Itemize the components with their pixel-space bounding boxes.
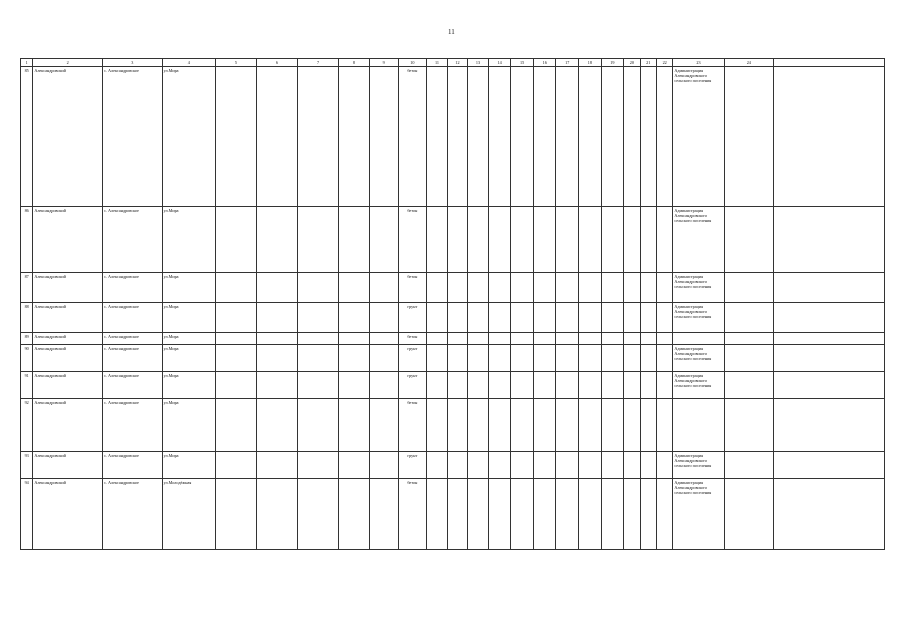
table-cell (427, 479, 448, 550)
table-cell (468, 345, 489, 372)
table-cell (656, 207, 672, 273)
table-cell (556, 67, 579, 207)
table-cell (601, 399, 624, 452)
table-cell (488, 273, 511, 303)
table-cell (468, 399, 489, 452)
column-number-row (21, 59, 885, 67)
table-cell (511, 303, 534, 333)
table-cell (724, 479, 773, 550)
table-cell (656, 452, 672, 479)
table-cell (579, 399, 602, 452)
table-cell (256, 399, 297, 452)
table-cell (556, 273, 579, 303)
column-number: 9 (369, 59, 398, 67)
table-cell: 89 (21, 333, 33, 345)
table-row (21, 372, 885, 399)
table-cell (256, 333, 297, 345)
table-cell: грунт (398, 303, 427, 333)
table-cell: 86 (21, 207, 33, 273)
table-cell: Администрация Александровского сельского поселения (673, 452, 724, 479)
table-cell (369, 333, 398, 345)
registry-table (20, 58, 885, 550)
column-number: 7 (297, 59, 338, 67)
table-cell: Администрация Александровского сельского поселения (673, 67, 724, 207)
table-cell (369, 399, 398, 452)
table-cell (579, 207, 602, 273)
table-cell (640, 452, 656, 479)
table-cell (640, 479, 656, 550)
table-cell: грунт (398, 452, 427, 479)
table-cell (556, 345, 579, 372)
table-cell (533, 207, 556, 273)
table-cell (488, 333, 511, 345)
column-number: 21 (640, 59, 656, 67)
table-cell (624, 67, 640, 207)
table-cell (640, 345, 656, 372)
table-cell (724, 399, 773, 452)
table-cell: ул.Молодёжная (162, 479, 215, 550)
table-cell: с. Александровское (103, 372, 163, 399)
column-number: 24 (724, 59, 773, 67)
table-cell: с. Александровское (103, 273, 163, 303)
table-cell (488, 303, 511, 333)
table-cell: бетон (398, 479, 427, 550)
table-cell: Администрация Александровского сельского поселения (673, 303, 724, 333)
table-cell (533, 452, 556, 479)
table-cell (488, 452, 511, 479)
table-cell (427, 207, 448, 273)
table-cell (511, 67, 534, 207)
table-cell: с. Александровское (103, 67, 163, 207)
column-number: 11 (427, 59, 448, 67)
table-cell (624, 303, 640, 333)
address-list-cell (773, 372, 884, 399)
table-cell (369, 273, 398, 303)
table-cell (579, 345, 602, 372)
table-cell (640, 399, 656, 452)
table-cell (511, 399, 534, 452)
table-cell (215, 273, 256, 303)
table-cell (447, 67, 468, 207)
table-cell (297, 399, 338, 452)
table-cell (624, 479, 640, 550)
table-cell: 87 (21, 273, 33, 303)
table-cell (427, 399, 448, 452)
table-row (21, 452, 885, 479)
table-cell: Александровский (33, 372, 103, 399)
table-cell (724, 207, 773, 273)
table-cell (488, 372, 511, 399)
table-cell (724, 67, 773, 207)
table-cell (215, 399, 256, 452)
table-cell (447, 479, 468, 550)
column-number: 10 (398, 59, 427, 67)
table-cell (556, 333, 579, 345)
table-cell: Администрация Александровского сельского поселения (673, 273, 724, 303)
table-cell (339, 333, 370, 345)
table-cell: бетон (398, 207, 427, 273)
table-cell: бетон (398, 273, 427, 303)
table-cell (339, 452, 370, 479)
table-cell (339, 67, 370, 207)
table-cell (256, 273, 297, 303)
table-cell (601, 479, 624, 550)
table-cell (468, 207, 489, 273)
table-cell (488, 345, 511, 372)
table-cell (673, 399, 724, 452)
table-cell (533, 399, 556, 452)
address-list-cell (773, 479, 884, 550)
table-cell (369, 303, 398, 333)
table-cell (468, 273, 489, 303)
table-cell (579, 452, 602, 479)
table-cell (447, 372, 468, 399)
table-cell (488, 67, 511, 207)
column-number: 14 (488, 59, 511, 67)
table-row (21, 399, 885, 452)
table-cell: Александровский (33, 345, 103, 372)
table-cell: грунт (398, 372, 427, 399)
table-cell: ул.Мира (162, 452, 215, 479)
column-number: 18 (579, 59, 602, 67)
table-cell (624, 372, 640, 399)
table-cell (533, 345, 556, 372)
table-cell: 94 (21, 479, 33, 550)
table-cell (297, 67, 338, 207)
table-cell (256, 372, 297, 399)
address-list-cell (773, 399, 884, 452)
table-cell (468, 372, 489, 399)
table-cell: Администрация Александровского сельского поселения (673, 345, 724, 372)
table-cell: с. Александровское (103, 333, 163, 345)
column-number: 8 (339, 59, 370, 67)
table-cell: бетон (398, 399, 427, 452)
table-cell (297, 479, 338, 550)
table-cell: Александровский (33, 479, 103, 550)
table-cell (624, 345, 640, 372)
table-cell (447, 452, 468, 479)
table-cell (215, 333, 256, 345)
table-cell (447, 345, 468, 372)
address-list-cell (773, 207, 884, 273)
table-cell (533, 303, 556, 333)
table-row (21, 273, 885, 303)
table-cell (511, 452, 534, 479)
table-cell (369, 345, 398, 372)
table-cell (556, 399, 579, 452)
column-number (773, 59, 884, 67)
table-cell (601, 303, 624, 333)
table-cell: ул.Мира (162, 345, 215, 372)
table-cell: грунт (398, 345, 427, 372)
table-cell (447, 399, 468, 452)
table-cell: 90 (21, 345, 33, 372)
table-cell (624, 452, 640, 479)
table-cell (468, 303, 489, 333)
table-cell: с. Александровское (103, 399, 163, 452)
table-cell (427, 452, 448, 479)
address-list-cell (773, 273, 884, 303)
table-cell (215, 372, 256, 399)
address-list-cell (773, 333, 884, 345)
table-cell (640, 372, 656, 399)
table-cell (511, 345, 534, 372)
table-cell (640, 303, 656, 333)
column-number: 4 (162, 59, 215, 67)
table-cell (256, 345, 297, 372)
table-cell: ул.Мира (162, 333, 215, 345)
table-cell (215, 345, 256, 372)
table-cell (256, 207, 297, 273)
table-cell (624, 333, 640, 345)
table-cell (533, 333, 556, 345)
table-cell (556, 207, 579, 273)
table-cell: с. Александровское (103, 303, 163, 333)
table-row (21, 479, 885, 550)
table-cell (724, 303, 773, 333)
table-cell (724, 372, 773, 399)
table-cell: бетон (398, 333, 427, 345)
table-cell (533, 372, 556, 399)
table-cell (511, 207, 534, 273)
table-cell: ул.Мира (162, 207, 215, 273)
table-cell (447, 333, 468, 345)
table-cell (724, 273, 773, 303)
table-cell (297, 303, 338, 333)
table-cell (369, 207, 398, 273)
table-cell (511, 479, 534, 550)
table-cell (297, 273, 338, 303)
table-cell (601, 345, 624, 372)
table-cell (447, 303, 468, 333)
table-cell (656, 67, 672, 207)
table-cell (640, 67, 656, 207)
table-cell: Александровский (33, 207, 103, 273)
table-cell: Александровский (33, 399, 103, 452)
column-number: 19 (601, 59, 624, 67)
table-cell (579, 333, 602, 345)
column-number: 2 (33, 59, 103, 67)
table-cell: ул.Мира (162, 273, 215, 303)
table-row (21, 303, 885, 333)
table-cell (640, 207, 656, 273)
table-cell: Александровский (33, 273, 103, 303)
page-number: 11 (448, 28, 455, 36)
table-cell (656, 345, 672, 372)
table-cell (601, 372, 624, 399)
table-cell (468, 479, 489, 550)
table-cell (369, 452, 398, 479)
table-cell (339, 303, 370, 333)
table-cell: Александровский (33, 303, 103, 333)
column-number: 3 (103, 59, 163, 67)
table-cell (256, 479, 297, 550)
table-cell (339, 273, 370, 303)
table-cell: Александровский (33, 452, 103, 479)
table-cell (656, 273, 672, 303)
table-cell (468, 333, 489, 345)
column-number: 23 (673, 59, 724, 67)
table-cell (468, 67, 489, 207)
table-cell (447, 207, 468, 273)
column-number: 13 (468, 59, 489, 67)
table-cell (339, 372, 370, 399)
table-cell (339, 399, 370, 452)
table-cell (656, 479, 672, 550)
table-cell (427, 345, 448, 372)
table-row (21, 345, 885, 372)
table-cell (215, 479, 256, 550)
table-cell (215, 452, 256, 479)
table-cell (673, 333, 724, 345)
column-number: 6 (256, 59, 297, 67)
table-cell (533, 273, 556, 303)
table-cell (601, 333, 624, 345)
table-cell (488, 207, 511, 273)
table-cell (533, 479, 556, 550)
column-number: 12 (447, 59, 468, 67)
table-cell: 93 (21, 452, 33, 479)
table-cell (215, 207, 256, 273)
table-row (21, 207, 885, 273)
table-cell (601, 207, 624, 273)
table-cell (256, 303, 297, 333)
table-cell (215, 303, 256, 333)
table-cell (369, 67, 398, 207)
table-cell (297, 345, 338, 372)
table-cell: с. Александровское (103, 345, 163, 372)
table-cell (297, 333, 338, 345)
table-cell (724, 452, 773, 479)
table-cell: с. Александровское (103, 479, 163, 550)
table-cell (656, 399, 672, 452)
table-row (21, 67, 885, 207)
table-cell (533, 67, 556, 207)
table-cell: Александровский (33, 67, 103, 207)
address-list-cell (773, 303, 884, 333)
table-cell (468, 452, 489, 479)
column-number: 20 (624, 59, 640, 67)
table-cell (427, 67, 448, 207)
table-cell (579, 479, 602, 550)
table-cell (556, 479, 579, 550)
table-cell (256, 67, 297, 207)
table-cell (601, 67, 624, 207)
table-cell (640, 273, 656, 303)
table-cell (556, 452, 579, 479)
table-cell (511, 372, 534, 399)
table-cell (488, 399, 511, 452)
table-cell: ул.Мира (162, 67, 215, 207)
table-cell (427, 273, 448, 303)
table-cell (624, 399, 640, 452)
table-cell (488, 479, 511, 550)
table-cell: Александровский (33, 333, 103, 345)
table-cell (640, 333, 656, 345)
table-cell (579, 273, 602, 303)
table-cell (339, 345, 370, 372)
table-cell (215, 67, 256, 207)
table-cell: ул.Мира (162, 303, 215, 333)
table-cell (297, 207, 338, 273)
table-cell (369, 479, 398, 550)
table-cell: с. Александровское (103, 452, 163, 479)
table-cell: Администрация Александровского сельского поселения (673, 207, 724, 273)
column-number: 16 (533, 59, 556, 67)
column-number: 1 (21, 59, 33, 67)
table-cell (297, 452, 338, 479)
table-cell (339, 207, 370, 273)
table-cell (724, 333, 773, 345)
table-cell: с. Александровское (103, 207, 163, 273)
table-cell (556, 372, 579, 399)
table-cell: 88 (21, 303, 33, 333)
table-cell: 92 (21, 399, 33, 452)
table-cell (656, 372, 672, 399)
table-cell: ул.Мира (162, 372, 215, 399)
table-cell (624, 273, 640, 303)
table-cell (297, 372, 338, 399)
table-cell (447, 273, 468, 303)
table-cell (601, 273, 624, 303)
table-cell: Администрация Александровского сельского поселения (673, 479, 724, 550)
table-cell (579, 372, 602, 399)
table-cell (579, 303, 602, 333)
table-cell (624, 207, 640, 273)
address-list-cell (773, 345, 884, 372)
table-cell (579, 67, 602, 207)
table-cell: Администрация Александровского сельского поселения (673, 372, 724, 399)
column-number: 5 (215, 59, 256, 67)
table-cell (339, 479, 370, 550)
address-list-cell (773, 67, 884, 207)
table-cell (369, 372, 398, 399)
table-cell: ул.Мира (162, 399, 215, 452)
column-number: 17 (556, 59, 579, 67)
table-cell (427, 303, 448, 333)
address-list-cell (773, 452, 884, 479)
table-cell: 91 (21, 372, 33, 399)
table-cell (256, 452, 297, 479)
column-number: 22 (656, 59, 672, 67)
table-row (21, 333, 885, 345)
table-cell (601, 452, 624, 479)
table-cell (656, 303, 672, 333)
table-cell (511, 273, 534, 303)
table-cell (427, 372, 448, 399)
table-cell (427, 333, 448, 345)
table-cell: 85 (21, 67, 33, 207)
table-cell (656, 333, 672, 345)
table-cell (556, 303, 579, 333)
table-cell: бетон (398, 67, 427, 207)
column-number: 15 (511, 59, 534, 67)
table-cell (724, 345, 773, 372)
table-cell (511, 333, 534, 345)
